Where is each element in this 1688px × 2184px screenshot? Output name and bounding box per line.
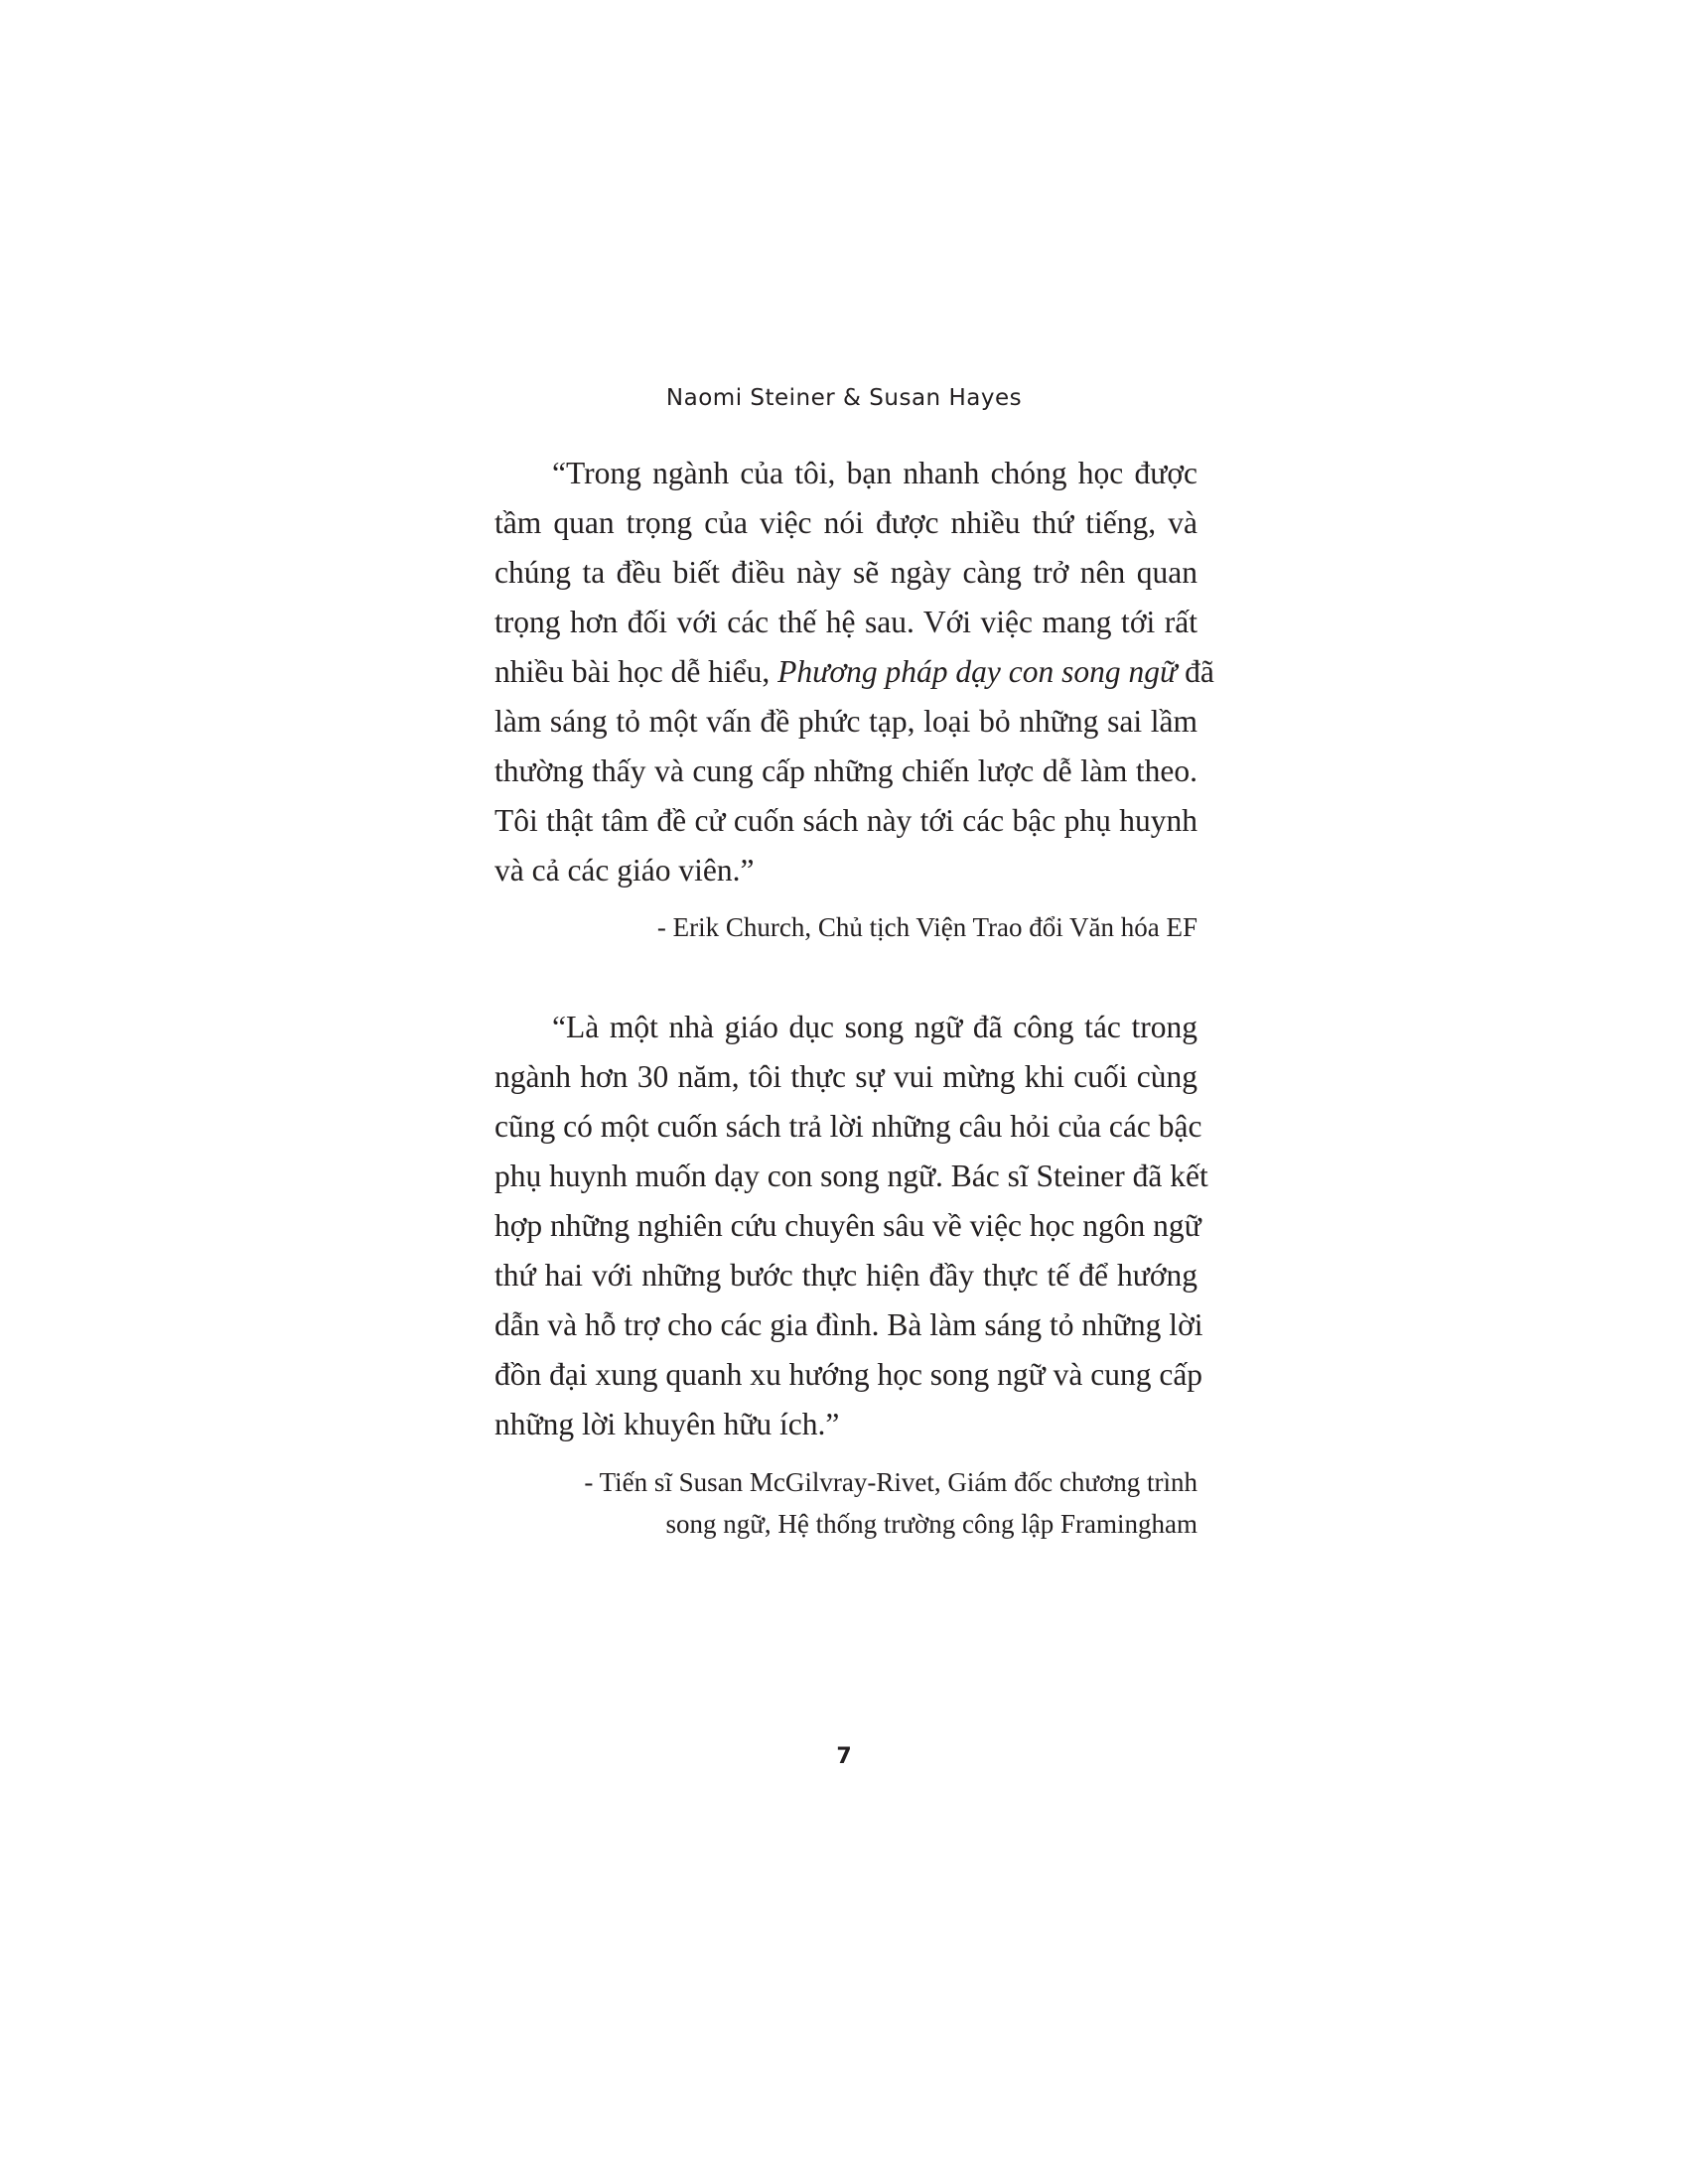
quote-line: và cả các giáo viên.” bbox=[494, 853, 755, 887]
quote-line: hợp những nghiên cứu chuyên sâu về việc học ngôn ngữ bbox=[494, 1208, 1201, 1243]
attribution-line: - Erik Church, Chủ tịch Viện Trao đổi Văn hóa EF bbox=[656, 912, 1197, 942]
quote-text: nhiều bài học dễ hiểu, bbox=[494, 654, 778, 689]
testimonial-quote-1 bbox=[494, 449, 1214, 895]
page-number: 7 bbox=[836, 1744, 852, 1769]
quote-line: tầm quan trọng của việc nói được nhiều thứ tiếng, và bbox=[494, 505, 1197, 540]
quote-line: thứ hai với những bước thực hiện đầy thực tế để hướng bbox=[494, 1258, 1197, 1293]
testimonial-attribution-1 bbox=[657, 906, 1197, 948]
quote-line: phụ huynh muốn dạy con song ngữ. Bác sĩ Steiner đã kết bbox=[494, 1159, 1208, 1193]
quote-line: cũng có một cuốn sách trả lời những câu hỏi của các bậc bbox=[494, 1109, 1202, 1144]
quote-line: những lời khuyên hữu ích.” bbox=[494, 1407, 840, 1441]
quote-line: “Là một nhà giáo dục song ngữ đã công tác trong bbox=[552, 1010, 1197, 1044]
quote-line: làm sáng tỏ một vấn đề phức tạp, loại bỏ những sai lầm bbox=[494, 704, 1197, 739]
attribution-line: - Tiến sĩ Susan McGilvray-Rivet, Giám đốc chương trình bbox=[584, 1467, 1197, 1497]
quote-line: “Trong ngành của tôi, bạn nhanh chóng học được bbox=[552, 456, 1197, 490]
quote-line: Tôi thật tâm đề cử cuốn sách này tới các bậc phụ huynh bbox=[494, 803, 1197, 838]
quote-line: đồn đại xung quanh xu hướng học song ngữ và cung cấp bbox=[494, 1357, 1203, 1392]
quote-line: trọng hơn đối với các thế hệ sau. Với việc mang tới rất bbox=[494, 605, 1197, 639]
attribution-line: song ngữ, Hệ thống trường công lập Framingham bbox=[665, 1509, 1197, 1539]
quote-line: chúng ta đều biết điều này sẽ ngày càng trở nên quan bbox=[494, 555, 1197, 590]
quote-text: đã bbox=[1177, 654, 1214, 689]
quote-line: dẫn và hỗ trợ cho các gia đình. Bà làm sáng tỏ những lời bbox=[494, 1307, 1203, 1342]
testimonial-attribution-2 bbox=[584, 1461, 1197, 1545]
quote-line: thường thấy và cung cấp những chiến lược dễ làm theo. bbox=[494, 753, 1197, 788]
running-header: Naomi Steiner & Susan Hayes bbox=[665, 385, 1023, 411]
book-title: Phương pháp dạy con song ngữ bbox=[777, 654, 1178, 689]
quote-line: ngành hơn 30 năm, tôi thực sự vui mừng khi cuối cùng bbox=[494, 1059, 1197, 1094]
testimonial-quote-2 bbox=[494, 1003, 1208, 1449]
quote-line-with-book-title bbox=[494, 647, 1214, 697]
